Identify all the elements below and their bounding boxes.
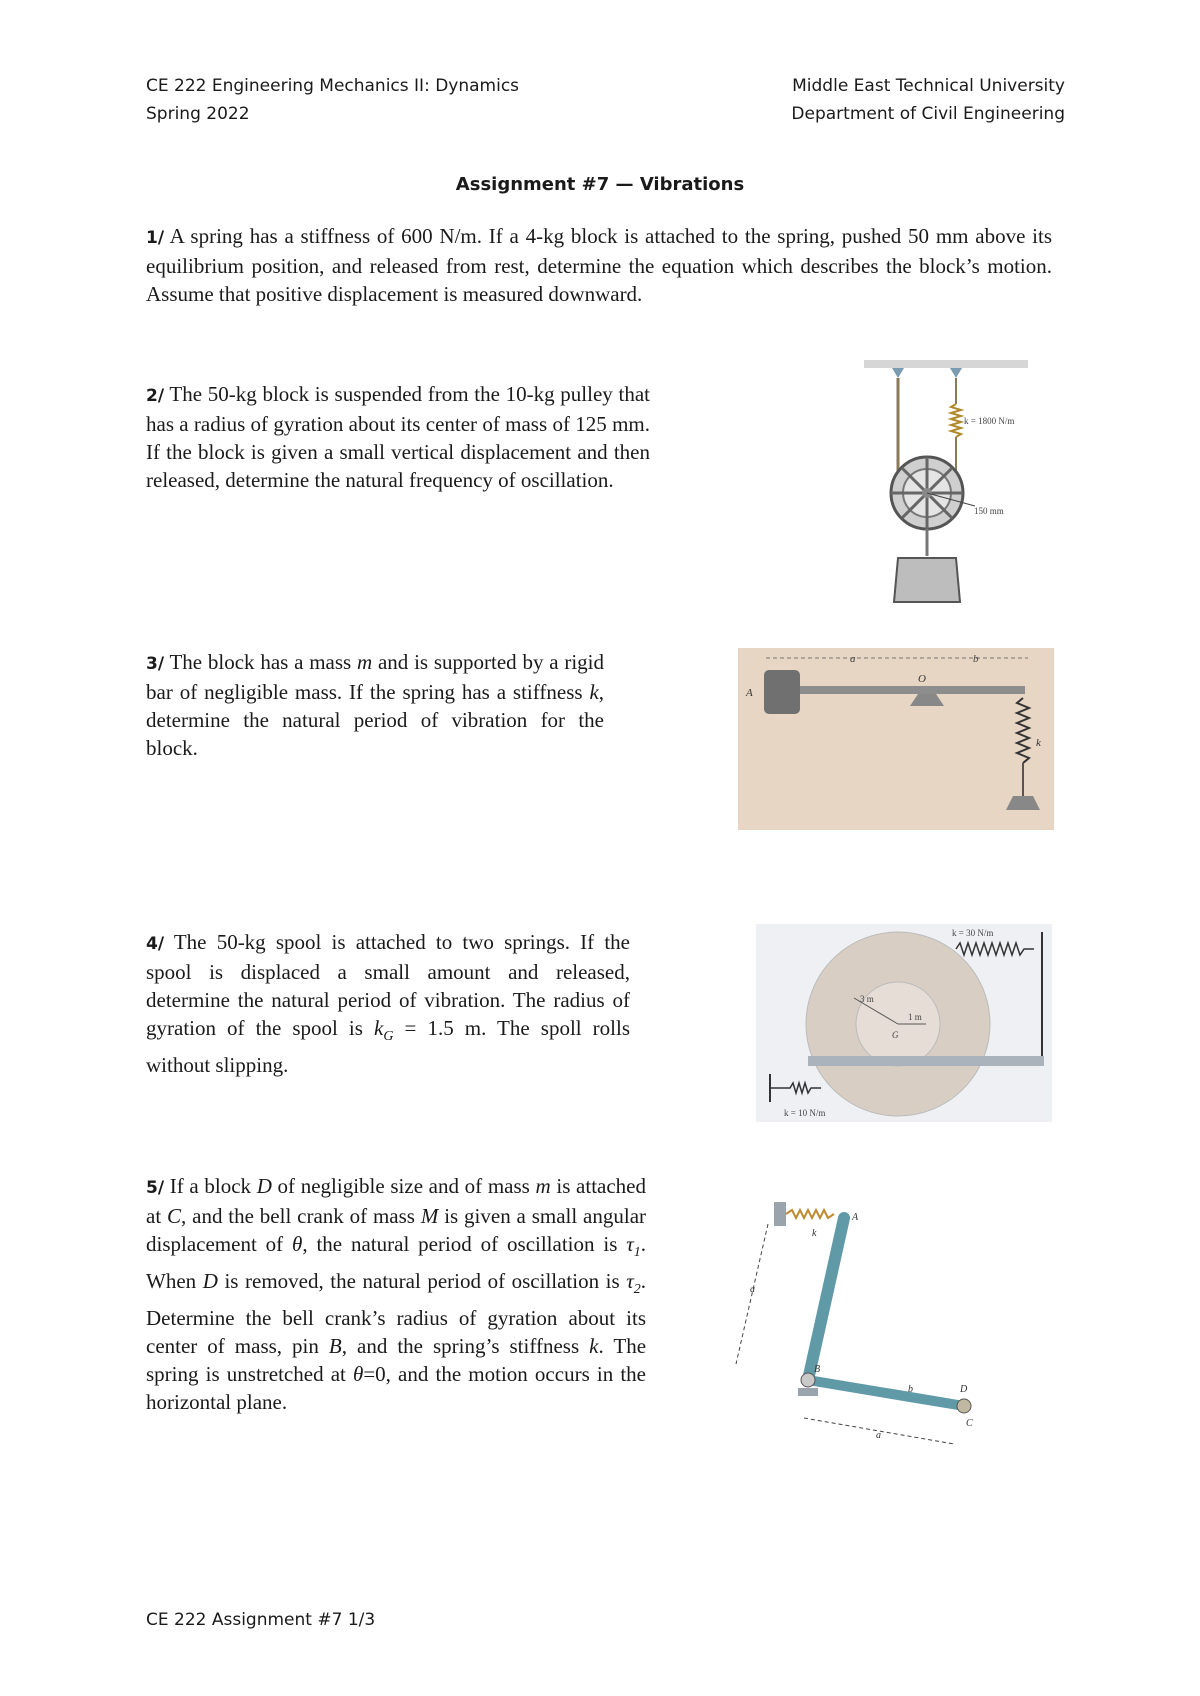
problem-1 [146, 222, 1052, 308]
spring [786, 1210, 834, 1218]
problem-text: . The spring is unstretched at [146, 1334, 647, 1387]
problem-text: . Determine the bell crank’s radius of gyration about its center of mass, pin [146, 1269, 647, 1359]
tau1: τ [626, 1232, 634, 1256]
symbol-m: m [535, 1174, 551, 1198]
rigid-bar [800, 686, 1025, 694]
problem-5 [146, 1172, 646, 1416]
symbol-k: k [589, 1334, 599, 1359]
label-k: k [1036, 737, 1041, 749]
problem-number: 1/ [146, 228, 165, 248]
kg-symbol-k: k [374, 1016, 384, 1040]
block [894, 558, 960, 602]
center-label: G [892, 1030, 899, 1040]
header-left [146, 72, 519, 128]
stiffness-symbol: k [589, 680, 599, 704]
symbol-d: D [202, 1269, 218, 1294]
symbol-d: D [256, 1174, 272, 1198]
problem-4 [146, 928, 630, 1079]
problem-3 [146, 648, 604, 762]
symbol-theta: θ [353, 1362, 364, 1387]
label-c: C [966, 1418, 973, 1429]
problem-text: =0, and the motion occurs in the horizontal plane. [146, 1362, 646, 1415]
problem-text: , the natural period of oscillation is [302, 1232, 618, 1256]
department: Department of Civil Engineering [791, 104, 1065, 124]
tau2: τ [626, 1269, 634, 1294]
symbol-b: B [328, 1334, 342, 1359]
block-a [764, 670, 800, 714]
problem-text: is given a small angular displacement of [146, 1204, 647, 1256]
header-right [791, 72, 1065, 128]
pin-base [798, 1388, 818, 1396]
page-footer: CE 222 Assignment #7 1/3 [146, 1610, 376, 1630]
mass-symbol: m [357, 650, 373, 674]
problem-text: is attached at [146, 1174, 646, 1228]
left-support [892, 368, 904, 378]
problem-text: The 50-kg spool is attached to two springs. If the spool is displaced a small amount and released, determine the natural period of vibration. The radius of gyration of the spool is [146, 930, 630, 1040]
problem-number: 5/ [146, 1178, 165, 1198]
symbol-tau1 [626, 1232, 641, 1261]
term: Spring 2022 [146, 104, 250, 124]
label-b: B [814, 1364, 821, 1375]
block-d [957, 1399, 971, 1413]
inner-radius-label: 1 m [908, 1012, 922, 1022]
dim-a-label: a [850, 653, 856, 665]
symbol-theta: θ [292, 1232, 303, 1256]
problem-text: If a block [169, 1174, 252, 1198]
problem-text: The 50-kg block is suspended from the 10-kg pulley that has a radius of gyration about its center of mass of 125 mm. If the block is given a small vertical displacement and then released, determine the natural frequency of oscillation. [146, 382, 650, 492]
kg-symbol [374, 1016, 394, 1045]
label-k: k [812, 1228, 817, 1239]
symbol-big-m: M [420, 1204, 439, 1228]
problem-number: 3/ [146, 654, 165, 674]
crank-arm-horizontal [808, 1380, 964, 1406]
problem-text: and is supported by a rigid bar of negligible mass. If the spring has a stiffness [146, 650, 605, 704]
label-a-dim-1: a [750, 1284, 755, 1295]
problem-2 [146, 380, 650, 494]
right-support [950, 368, 962, 378]
outer-radius-label: 3 m [860, 994, 874, 1004]
dim-b-label: b [973, 653, 979, 665]
spool-figure [756, 924, 1052, 1122]
bottom-spring-label: k = 10 N/m [784, 1108, 826, 1118]
problem-text: A spring has a stiffness of 600 N/m. If a 4-kg block is attached to the spring, pushed 50 mm above its equilibrium position, and released from rest, determine the equation which describes the block’s motion. Assume that positive displacement is measured downward. [146, 224, 1053, 306]
label-a-dim-2: a [876, 1430, 881, 1441]
label-a: A [746, 687, 753, 699]
wall-support [774, 1202, 786, 1226]
symbol-c: C [167, 1204, 182, 1228]
problem-number: 2/ [146, 386, 165, 406]
crank-arm-vertical [808, 1218, 844, 1380]
pin-b [801, 1373, 815, 1387]
problem-text: = 1.5 m. The spoll rolls without slipping. [146, 1016, 631, 1078]
course-title: CE 222 Engineering Mechanics II: Dynamics [146, 76, 520, 96]
problem-text: The block has a mass [169, 650, 352, 674]
tau1-subscript: 1 [633, 1245, 641, 1261]
label-o: O [918, 673, 926, 685]
ceiling [864, 360, 1028, 368]
problem-text: of negligible size and of mass [277, 1174, 530, 1198]
ground-track [808, 1056, 1044, 1066]
problem-text: , and the bell crank of mass [181, 1204, 415, 1228]
pulley-figure [860, 356, 1040, 606]
label-a: A [852, 1212, 859, 1223]
tau2-subscript: 2 [633, 1282, 641, 1298]
top-spring-label: k = 30 N/m [952, 928, 994, 938]
kg-subscript: G [383, 1029, 394, 1045]
spring-label: k = 1800 N/m [964, 416, 1015, 426]
assignment-title: Assignment #7 — Vibrations [455, 174, 745, 195]
symbol-tau2 [626, 1269, 641, 1298]
problem-text: , determine the natural period of vibration for the block. [146, 680, 605, 760]
label-d: D [960, 1384, 968, 1395]
problem-text: is removed, the natural period of oscillation is [224, 1269, 620, 1294]
problem-text: . When [146, 1232, 647, 1294]
university: Middle East Technical University [792, 76, 1065, 96]
problem-text: , and the spring’s stiffness [341, 1334, 580, 1359]
spring [951, 404, 961, 437]
radius-label: 150 mm [974, 506, 1004, 516]
bell-crank-figure [728, 1196, 978, 1456]
problem-number: 4/ [146, 934, 165, 954]
label-b-length: b [908, 1384, 913, 1395]
bar-figure [738, 648, 1054, 830]
